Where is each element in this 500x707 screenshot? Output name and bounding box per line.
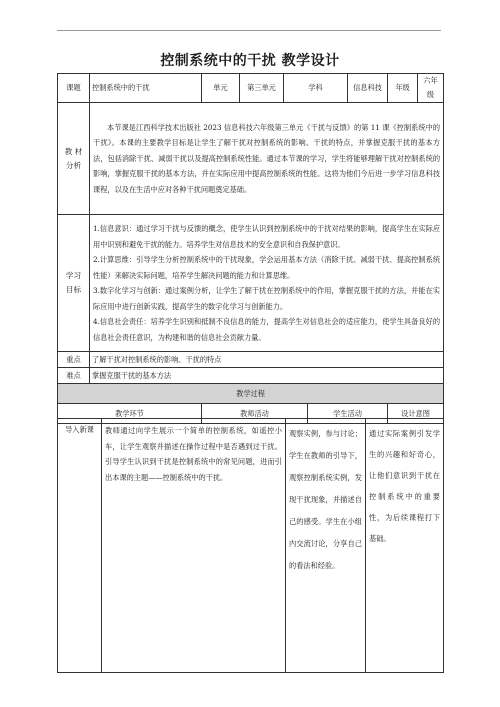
column-teacher: 教师活动	[202, 404, 308, 424]
table-row	[58, 419, 444, 673]
goals-label: 学习 目标	[58, 215, 90, 352]
goal-item: 1.信息意识：通过学习干扰与反馈的概念，使学生认识到控制系统中的干扰对结果的影响，提高学生在实际应用中识别和避免干扰的能力。培养学生对信息技术的安全意识和自我保护意识。	[93, 224, 441, 249]
goal-item: 4.信息社会责任：培养学生识别和抵制不良信息的能力，提高学生对信息社会的适应能力，使学生具备良好的信息社会责任意识，为构建和谐的信息社会贡献力量。	[93, 317, 441, 342]
process-header-row	[58, 384, 444, 404]
header-rule	[57, 30, 441, 31]
lesson-plan-table	[57, 73, 444, 424]
stage-cell: 导入新课	[58, 419, 102, 673]
goal-item: 3.数字化学习与创新：通过案例分析，让学生了解干扰在控制系统中的作用，掌握克服干扰的方法，并能在实际应用中进行创新实践，提高学生的数字化学习与创新能力。	[93, 286, 441, 311]
process-header: 教学过程	[58, 384, 444, 404]
grade-value: 六年级	[418, 74, 444, 103]
goal-item: 2.计算思维：引导学生分析控制系统中的干扰现象，学会运用基本方法（消除干扰、减弱干扰、提高控制系统性能）来解决实际问题，培养学生解决问题的能力和计算思维。	[93, 255, 441, 280]
info-row	[58, 74, 444, 103]
column-intent: 设计意图	[388, 404, 444, 424]
teacher-activity: 教师通过向学生展示一个简单的控制系统，如遥控小车，让学生观察并描述在操作过程中是否遇到过干扰。引导学生认识到干扰是控制系统中的常见问题，进而引出本课的主题——控制系统中的干扰。	[102, 419, 286, 673]
goals-row	[58, 215, 444, 352]
subject-value: 信息科技	[348, 74, 388, 103]
goals-cell	[90, 215, 444, 352]
topic-label: 课题	[58, 74, 90, 103]
difficulty-text: 掌握克服干扰的基本方法	[90, 368, 444, 384]
analysis-row	[58, 103, 444, 215]
key-point-text: 了解干扰对控制系统的影响、干扰的特点	[90, 352, 444, 368]
key-point-label: 重点	[58, 352, 90, 368]
document-title: 控制系统中的干扰 教学设计	[160, 53, 340, 69]
student-activity: 观察实例，参与讨论；学生在教师的引导下，观察控制系统实例，发现干扰现象，并描述自己的感受。学生在小组内交流讨论，分享自己的看法和经验。	[286, 419, 366, 673]
analysis-text: 本节课是江西科学技术出版社 2023 信息科技六年级第三单元《干扰与反馈》的第 11 课《控制系统中的干扰》。本课的主要教学目标是让学生了解干扰对控制系统的影响、干扰的特点，并掌握克服干扰的基本方法，包括消除干扰、减弱干扰以及提高控制系统性能。通过本节课的学习，学生将能够理解干扰对控制系统的影响，掌握克服干扰的基本方法，并在实际应用中提高控制系统的性能。这将为他们今后进一步学习信息科技课程，以及在生活中应对各种干扰问题奠定基础。	[90, 103, 444, 215]
subject-label: 学科	[284, 74, 348, 103]
design-intent: 通过实际案例引发学生的兴趣和好奇心，让他们意识到干扰在控制系统中的重要性，为后续课程打下基础。	[366, 419, 444, 673]
difficulty-row	[58, 368, 444, 384]
unit-label: 单元	[202, 74, 240, 103]
grade-label: 年级	[388, 74, 418, 103]
column-student: 学生活动	[308, 404, 388, 424]
key-point-row	[58, 352, 444, 368]
difficulty-label: 难点	[58, 368, 90, 384]
analysis-label: 教 材 分析	[58, 103, 90, 215]
topic-value: 控制系统中的干扰	[90, 74, 202, 103]
unit-value: 第三单元	[240, 74, 284, 103]
process-body-table	[57, 418, 444, 673]
column-stage: 教学环节	[58, 404, 202, 424]
